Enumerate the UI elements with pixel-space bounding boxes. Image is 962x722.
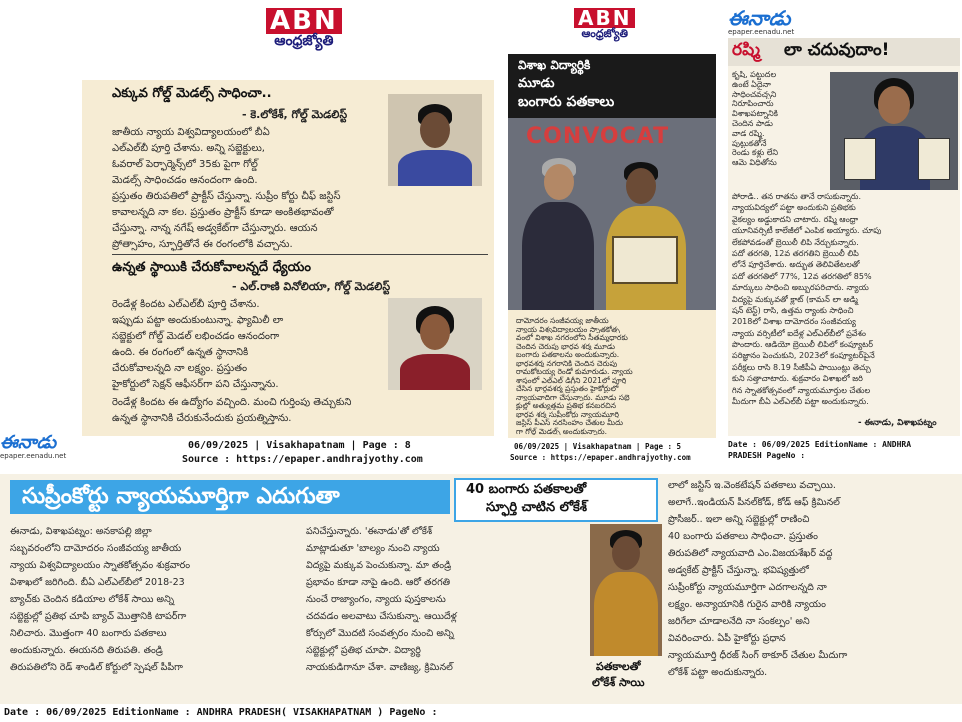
- text-line: మీదుగా బీఏ ఎల్‌ఎల్‌బీ పట్టా అందుకున్నారు.: [732, 397, 869, 407]
- text-line: గిన స్నాతకోత్సవంలో న్యాయమూర్తుల చేతుల: [732, 385, 871, 395]
- text-line: విద్యపై మక్కువ పెంచుకున్నా. మా తండ్రి: [306, 560, 452, 571]
- text-line: ఓవరాల్ పెర్ఫార్మెన్స్‌లో 35కు పైగా గోల్డ్: [112, 159, 258, 170]
- text-line: లక్ష్యం. అన్యాయానికి గురైన వారికి న్యాయం: [668, 599, 826, 610]
- text-line: పొందారు. ఆడియో బ్రెయిలీ లిపిలో కంప్యూటర్: [732, 340, 874, 350]
- headline-line: విశాఖ విద్యార్థికి: [518, 58, 591, 72]
- text-line: ప్రొసీజర్.. ఇలా అన్ని సబ్జెక్టుల్లో రాణించి: [668, 514, 810, 525]
- sub-headline-box: [454, 478, 658, 522]
- text-line: విశాఖలో జరిగింది. బీఏ ఎల్‌ఎల్‌బీలో 2018-23: [10, 577, 185, 588]
- text-line: న్యాయవాదిగా చేస్తున్నారు. మూడు సబ్జె: [516, 392, 630, 401]
- text-line: రెండు కళ్లు లేని: [732, 148, 779, 158]
- text-line: విశాఖపట్నానికి: [732, 109, 778, 119]
- text-line: ఉన్నత స్థానానికి చేరుకునేందుకు ప్రయత్నిస్తాను.: [112, 413, 292, 424]
- clip-gold-medalists: [82, 80, 494, 436]
- eenadu-logo-sub: epaper.eenadu.net: [728, 28, 795, 36]
- byline-lokesh: - కె.లోకేశ్, గోల్డ్ మెడలిస్ట్: [242, 108, 348, 121]
- text-line: లోనే పూర్తిచేశారు. అద్భుత తెలివితేటలతో: [732, 260, 860, 270]
- text-line: యూనివర్సిటీ కాలేజీలో ఎంపిక అయ్యారు. చూపు: [732, 226, 882, 236]
- text-line: నుంచే రాజ్యాంగం, న్యాయ పుస్తకాలను: [306, 594, 446, 605]
- abn-logo-sub: ఆంధ్రజ్యోతి: [274, 33, 334, 49]
- text-line: భార్గవశర్మ నగరానికి చెందిన చెరుపు: [516, 358, 618, 367]
- text-line: మాట్లాడుతూ 'బాల్యం నుంచి న్యాయ: [306, 543, 440, 554]
- abn-andhrajyothy-logo-1: [266, 8, 342, 49]
- lokesh-col-3: [668, 480, 958, 684]
- lokesh-col-2: [306, 526, 586, 679]
- text-line: చెందిన పాడు: [732, 118, 773, 128]
- text-line: బ్యాచ్‌కు చెందిన కడియాల లోకేశ్ సాయి అన్ని: [10, 594, 175, 605]
- text-line: వాడ రష్మి.: [732, 128, 765, 138]
- text-line: ప్రస్తుతం తిరుపతిలో ప్రాక్టీస్ చేస్తున్నా. సుప్రీం కోర్టు చీఫ్ జస్టిస్: [112, 191, 341, 202]
- text-line: రెండేళ్ల కిందట ఎల్‌ఎల్‌బీ పూర్తి చేశాను.: [112, 299, 260, 310]
- para-lokesh-cont: [112, 190, 488, 254]
- text-line: ఆమె విధితోను: [732, 158, 777, 168]
- footer-abn-8-line2: Source : https://epaper.andhrajyothy.com: [182, 454, 423, 465]
- byline-rani: - ఎల్.రాణి వినోలియా, గోల్డ్ మెడలిస్ట్: [232, 280, 391, 293]
- text-line: న్యాయ వర్సిటీలో ఐదేళ్ల ఎల్‌ఎల్‌బీలో ప్రవేశం: [732, 328, 866, 338]
- text-line: పరీక్షలు రాసి 8.19 సీజీపీఏ పాయింట్లు తెచ్చు: [732, 362, 871, 372]
- text-line: పదో తరగతిలో 77%, 12వ తరగతిలో 85%: [732, 271, 872, 281]
- abn-logo-sub: ఆంధ్రజ్యోతి: [581, 27, 628, 40]
- certificate-right: [918, 138, 950, 180]
- photo-rashmi: [830, 72, 958, 190]
- convocation-banner: CONVOCAT: [526, 124, 670, 149]
- footer-eenadu-line2: PRADESH PageNo :: [728, 451, 806, 460]
- text-line: అందుకున్నారు. ఈయనది తిరుపతి. తండ్రి: [10, 645, 163, 656]
- text-line: బంగారు పతకాలను అందుకున్నారు.: [516, 350, 620, 359]
- para-lokesh: [112, 126, 384, 190]
- para-rani-cont: [112, 396, 488, 428]
- photo-caption-line: లోకేశ్ సాయి: [592, 676, 645, 689]
- text-line: మెడల్స్ సాధించడం ఆనందంగా ఉంది.: [112, 175, 258, 186]
- text-line: పరిజ్ఞానం పెంచుకుని, 2023లో కంప్యూటర్‌పైనే: [732, 351, 875, 361]
- abn-logo-word: ABN: [266, 8, 342, 34]
- text-line: గా గోల్డ్ మెడల్స్ అందుకున్నారు.: [516, 426, 607, 435]
- text-line: జస్టిస్ పీఎస్ నరసింహం చేతుల మీదు: [516, 418, 623, 427]
- lokesh-col-1: [10, 526, 300, 679]
- text-line: మార్కులు సాధించి అబ్బురపరిచారు. న్యాయ: [732, 283, 869, 293]
- certificate-left: [844, 138, 876, 180]
- eenadu-logo-2: [0, 434, 66, 460]
- text-line: సబ్జెక్టుల్లో ప్రతిభ చూపా. విద్యార్థి: [306, 645, 421, 656]
- text-line: ప్రభావం కూడా నాపై ఉంది. ఆరో తరగతి: [306, 577, 451, 588]
- footer-eenadu-line1: Date : 06/09/2025 EditionName : ANDHRA: [728, 440, 912, 449]
- photo-rani: [388, 298, 482, 390]
- rashmi-title-bar: [728, 38, 960, 66]
- text-line: ఈనాడు, విశాఖపట్నం: అనకాపల్లి జిల్లా: [10, 526, 152, 537]
- text-line: ఉంటే ఏదైనా: [732, 79, 771, 89]
- clip-rashmi: [728, 38, 960, 436]
- text-line: ఉంది. ఈ రంగంలో ఉన్నత స్థానానికి: [112, 347, 249, 358]
- photo-lokesh-sai: [590, 524, 662, 656]
- text-line: సబ్జెక్టులో గోల్డ్ మెడల్ లభించడం ఆనందంగా: [112, 331, 280, 342]
- eenadu-logo-word: ఈనాడు: [728, 6, 791, 30]
- para-bhargava: [516, 316, 712, 435]
- text-line: నిరూపించారు: [732, 99, 774, 109]
- text-line: పోరాడి.. తన రాతను తానే రాసుకున్నారు.: [732, 192, 861, 201]
- text-line: కోర్సులో మొదటి సంవత్సరం నుంచి అన్ని: [306, 628, 454, 639]
- certificate: [612, 236, 678, 284]
- text-line: తిరుపతిలోని రెడ్ శాండిల్ కోర్టులో స్పెషల్ పీపీగా: [10, 662, 183, 673]
- rashmi-title-name: రష్మి: [732, 40, 760, 60]
- text-line: క్టుల్లో అత్యుత్తమ ప్రతిభ కనబరచిన: [516, 401, 617, 410]
- text-line: వైకల్యం అడ్డుకాదని చాటారు. రష్మి ఆంధ్రా: [732, 214, 859, 224]
- text-line: ఎల్‌ఎల్‌బీ పూర్తి చేశాను. అన్ని సబ్జెక్టులు,: [112, 143, 265, 154]
- text-line: చెందిన చెరుపు భార్గవ శర్మ మూడు: [516, 341, 615, 350]
- text-line: సబ్బవరంలోని దామోదరం సంజీవయ్య జాతీయ: [10, 543, 182, 554]
- text-line: దామోదరం సంజీవయ్య జాతీయ: [516, 316, 609, 325]
- text-line: కావాలన్నది నా కల. ప్రస్తుతం ప్రాక్టీస్ కూడా అంకితభావంతో: [112, 207, 334, 218]
- text-line: న్యాయ విశ్వవిద్యాలయం స్నాతకోత్సవం శుక్రవారం: [10, 560, 191, 571]
- text-line: లేకపోవడంతో బ్రెయిలీ లిపి నేర్చుకున్నారు.: [732, 237, 859, 247]
- text-line: షన్ టెస్ట్) రాసి, ఉత్తమ ర్యాంకు సాధించి: [732, 305, 854, 315]
- text-line: పనిచేస్తున్నారు. 'ఈనాడు'తో లోకేశ్: [306, 526, 433, 537]
- text-line: రెండేళ్ల కిందట ఈ ఉద్యోగం వచ్చింది. మంచి గుర్తింపు తెచ్చుకుని: [112, 397, 352, 408]
- headline-box: [508, 54, 716, 118]
- eenadu-logo-word: ఈనాడు: [0, 432, 57, 453]
- text-line: నాయకుడిగానూ చేశా. వాణిజ్య, క్రిమినల్: [306, 662, 453, 673]
- text-line: భార్గవ శర్మ సుప్రీంకోర్టు న్యాయమూర్తి: [516, 409, 620, 418]
- photo-lokesh: [388, 94, 482, 186]
- text-line: తిరుపతిలో న్యాయవాది ఎం.విజయశేఖర్ వద్ద: [668, 548, 833, 559]
- text-line: చేస్తున్నా. నాన్న నగేష్ అడ్వకేట్‌గా చేస్తున్నారు. ఆయన: [112, 223, 318, 234]
- text-line: విద్యపై మక్కువతో క్లాట్ (కామన్ లా అడ్మి: [732, 294, 858, 304]
- text-line: చేసిన భార్గవశర్మ ప్రస్తుతం హైకోర్టులో: [516, 384, 619, 393]
- headline-main: సుప్రీంకోర్టు న్యాయమూర్తిగా ఎదుగుతా: [22, 484, 340, 509]
- headline-line: బంగారు పతకాలు: [518, 94, 615, 110]
- text-line: కృషి, పట్టుదల: [732, 70, 777, 79]
- text-line: న్యాయమూర్తి ధీరజ్ సింగ్ ఠాకూర్ చేతుల మీదుగా: [668, 650, 848, 661]
- text-line: న్యాయవిద్యలో పట్టా అందుకుని ప్రతిభకు: [732, 203, 856, 213]
- text-line: చదవడం అలవాటు చేసుకున్నా. ఆయిదేళ్ల: [306, 611, 457, 622]
- text-line: వివరించారు. ఏపీ హైకోర్టు ప్రధాన: [668, 633, 786, 644]
- text-line: జరిగేలా చూడాలనేది నా సంకల్పం' అని: [668, 616, 810, 627]
- text-line: లాలో జస్టిస్ ఇ.వెంకటేషన్ పతకాలు వచ్చాయి.: [668, 480, 836, 491]
- clip-lokesh-supreme-court: [0, 474, 962, 704]
- footer-abn-5-line1: 06/09/2025 | Visakhapatnam | Page : 5: [514, 442, 682, 451]
- photo-convocation: [508, 118, 716, 310]
- text-line: వంలో విశాఖ నగరంలోని సీతమ్మధారకు: [516, 333, 628, 342]
- text-line: న్యాయ విశ్వవిద్యాలయం స్నాతకోత్స: [516, 324, 620, 333]
- text-line: పదో తరగతి, 12వ తరగతిని బ్రెయిలీ లిపి: [732, 248, 859, 258]
- headline-lokesh: ఎక్కువ గోల్డ్ మెడల్స్ సాధించా..: [112, 86, 272, 101]
- footer-eenadu-bottom: Date : 06/09/2025 EditionName : ANDHRA PRADESH( VISAKHAPATNAM ) PageNo :: [4, 707, 438, 718]
- footer-abn-5-line2: Source : https://epaper.andhrajyothy.com: [510, 453, 691, 462]
- text-line: కుని సత్తాచాటారు. శుక్రవారం విశాఖలో జరి: [732, 374, 863, 384]
- text-line: 2018లో విశాఖ దామోదరం సంజీవయ్య: [732, 317, 856, 327]
- text-line: పుట్టుకతోనే: [732, 138, 767, 148]
- text-line: చేరుకోవాలన్నది నా లక్ష్యం. ప్రస్తుతం: [112, 363, 248, 374]
- headline-banner: [10, 480, 450, 514]
- text-line: నిలిచారు. మొత్తంగా 40 బంగారు పతకాలు: [10, 628, 167, 639]
- headline-rani: ఉన్నత స్థాయికి చేరుకోవాలన్నదే ధ్యేయం: [112, 260, 311, 275]
- text-line: అడ్వకేట్ ప్రాక్టీస్ చేస్తున్నా. భవిష్యత్తులో: [668, 565, 809, 576]
- rashmi-para: [732, 192, 958, 408]
- text-line: శాస్త్రంలో ఎల్‌ఎల్ డిగ్రీని 2021లో పూర్తి: [516, 375, 627, 384]
- text-line: లోకేశ్ పట్టా అందుకున్నారు.: [668, 667, 768, 678]
- text-line: సాధించవచ్చని: [732, 89, 777, 99]
- abn-logo-word: ABN: [574, 8, 635, 28]
- photo-caption-line: పతకాలతో: [596, 660, 641, 673]
- text-line: ప్రోత్సాహం, స్ఫూర్తితోనే ఈ రంగంలోకి వచ్చాను.: [112, 239, 293, 250]
- text-line: 40 బంగారు పతకాలు సాధించా. ప్రస్తుతం: [668, 531, 818, 542]
- rashmi-credit: - ఈనాడు, విశాఖపట్నం: [858, 418, 937, 428]
- text-line: రామకోటయ్య రెండో కుమారుడు. న్యాయ: [516, 367, 633, 376]
- text-line: హైకోర్టులో సెక్షన్ ఆఫీసర్‌గా పని చేస్తున్నాను.: [112, 379, 279, 390]
- text-line: అలాగే..ఇండియన్ పీనల్‌కోడ్, కోడ్ ఆఫ్ క్రిమినల్: [668, 497, 840, 508]
- headline-line: మూడు: [518, 76, 555, 91]
- para-rani: [112, 298, 384, 394]
- rashmi-lead: [732, 70, 824, 168]
- text-line: సబ్జెక్టుల్లో ప్రతిభ చూపి బ్యాచ్ మొత్తానికి టాపర్‌గా: [10, 611, 187, 622]
- text-line: జాతీయ న్యాయ విశ్వవిద్యాలయంలో బీఏ: [112, 127, 270, 138]
- footer-abn-8-line1: 06/09/2025 | Visakhapatnam | Page : 8: [188, 440, 411, 451]
- sub-headline-line: స్ఫూర్తి చాటిన లోకేశ్: [486, 500, 587, 515]
- text-line: సుప్రీంకోర్టు న్యాయమూర్తిగా ఎదగాలన్నది నా: [668, 582, 827, 593]
- clip-three-gold-medals: [508, 54, 716, 438]
- sub-headline-line: 40 బంగారు పతకాలతో: [466, 482, 587, 497]
- rashmi-title-rest: లా చదువుదాం!: [784, 40, 890, 60]
- text-line: ఇప్పుడు పట్టా అందుకుంటున్నా. ఫ్యామిలీ లా: [112, 315, 284, 326]
- eenadu-logo-sub: epaper.eenadu.net: [0, 452, 67, 460]
- eenadu-logo-1: [728, 8, 794, 36]
- abn-andhrajyothy-logo-2: [574, 8, 635, 40]
- divider: [112, 254, 488, 255]
